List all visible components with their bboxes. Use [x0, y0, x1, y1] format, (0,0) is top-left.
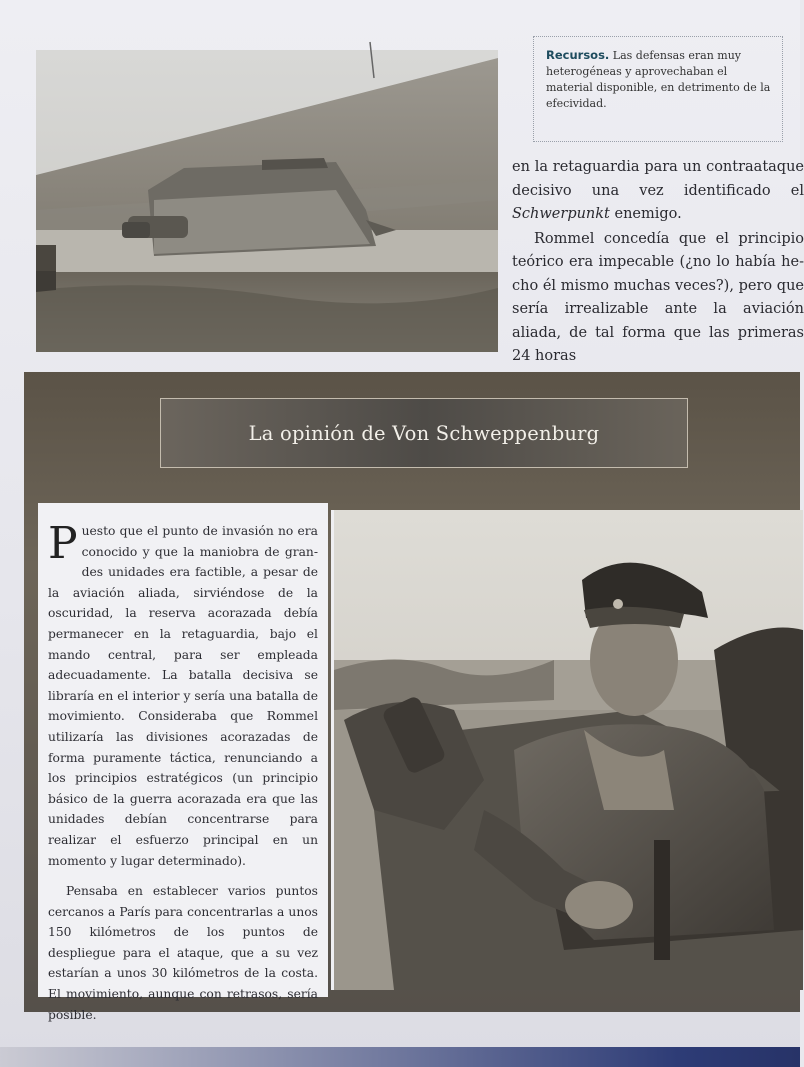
paragraph-rommel: Rommel concedía que el principio teórico era impecable (¿no lo había hecho él mismo muchas veces?), pero que sería irrealizable ante la aviación aliada, de tal forma que las primeras 24 horas [512, 230, 804, 364]
officer-photo [331, 510, 803, 990]
section-text-panel [38, 503, 328, 1022]
page-edge-shadow [0, 1047, 800, 1067]
paragraph-text: uesto que el punto de invasión no era conocido y que la maniobra de grandes unidades era factible, a pesar de la aviación aliada, sirviéndose de la oscuridad, la reserva acorazada debía permanecer en la retaguardia, bajo el mando central, para ser empleada adecuadamente. La batalla decisiva se libraría en el interior y sería una batalla de movimiento. Consideraba que Rommel utilizaría las divisiones acorazadas de forma puramente táctica, renunciando a los principios estratégicos (un principio básico de la guerra acorazada era que las unidades debían concentrarse para realizar el esfuerzo principal en un momento y lugar determinado). [48, 524, 318, 868]
tank-turret-photo [36, 50, 498, 352]
body-text-top [512, 156, 804, 369]
caption-text: Las defensas eran muy heterogéneas y aprovechaban el material disponible, en detrimento de la efecividad. [546, 49, 771, 110]
section-title: La opinión de Von Schweppenburg [248, 421, 600, 445]
italic-term: Schwerpunkt [512, 206, 610, 222]
paragraph-continuation [512, 156, 804, 227]
drop-cap: P [48, 518, 78, 569]
section-paragraph-1 [48, 518, 318, 871]
paragraph-text: en la retaguardia para un contraataque decisivo una vez identificado el [512, 159, 804, 199]
section-paragraph-2: Pensaba en establecer varios puntos cercanos a París para concentrarlas a unos 150 kilómetros de los puntos de despliegue para el ataque, que a su vez estarían a unos 30 kilómetros de la costa. El movimiento, aunque con retrasos, sería posible. [48, 884, 318, 1022]
caption-label: Recursos. [546, 48, 610, 62]
sidebar-caption [533, 36, 783, 142]
section-title-bar [160, 398, 688, 468]
paragraph-text: enemigo. [609, 206, 682, 222]
